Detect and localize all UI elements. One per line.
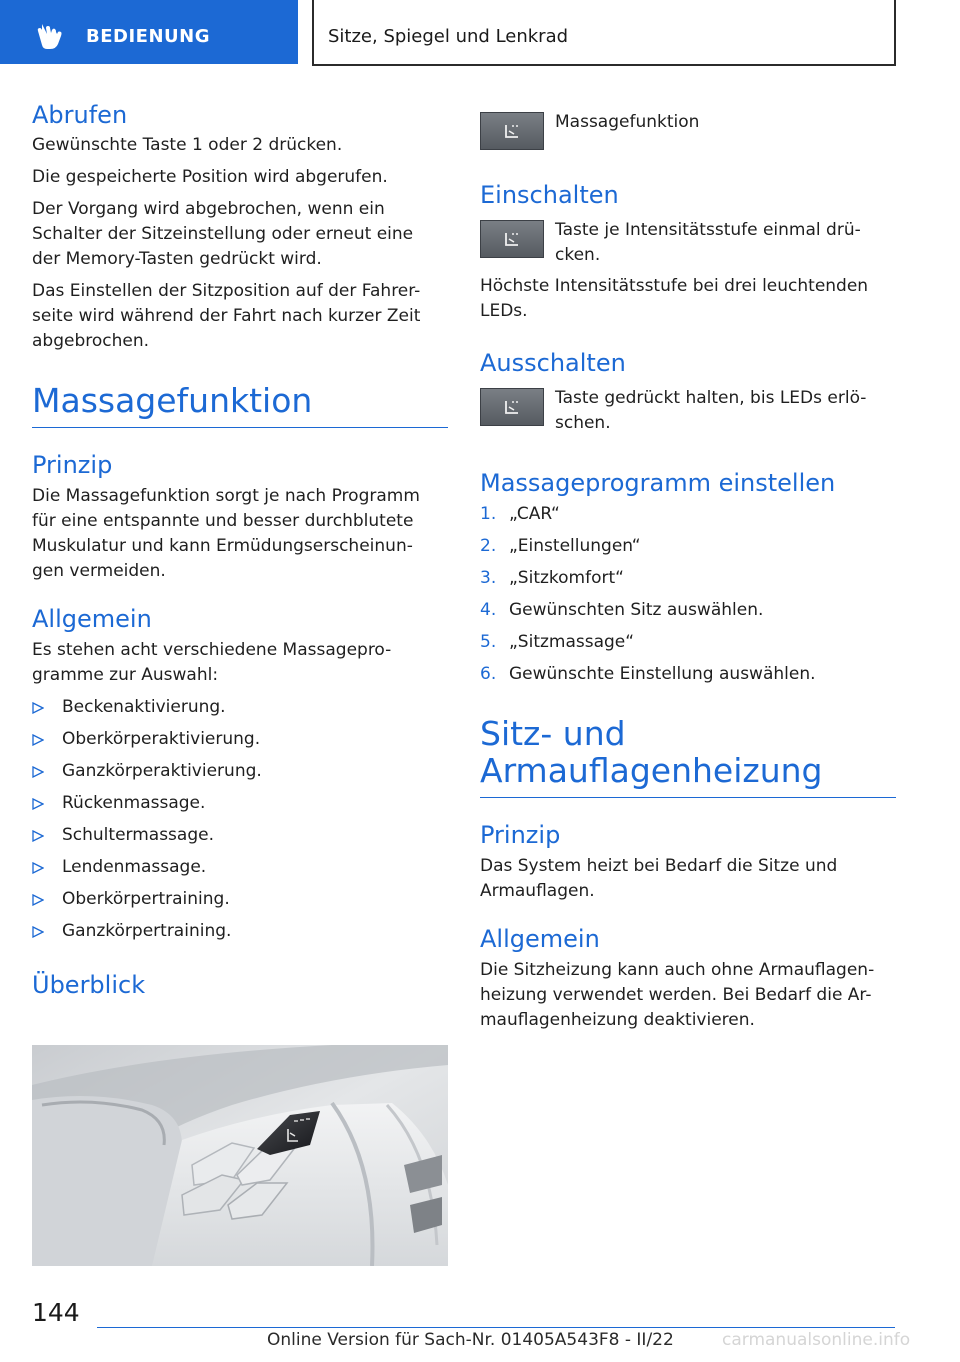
seat-massage-icon bbox=[503, 398, 523, 418]
list-item bbox=[32, 855, 448, 880]
list-item-text: Oberkörpertraining. bbox=[62, 889, 230, 909]
step-number: 5. bbox=[480, 632, 497, 652]
text-line: Muskulatur und kann Ermüdungserscheinun- bbox=[32, 536, 413, 556]
triangle-bullet-icon bbox=[32, 798, 44, 810]
text-line: Der Vorgang wird abgebrochen, wenn ein bbox=[32, 199, 385, 219]
list-item bbox=[480, 630, 896, 655]
text-line: schen. bbox=[555, 413, 611, 433]
text-line: LEDs. bbox=[480, 301, 528, 321]
section-header bbox=[312, 0, 896, 66]
heading-line: Armauflagenheizung bbox=[480, 751, 823, 790]
list-item bbox=[32, 759, 448, 784]
watermark: carmanualsonline.info bbox=[722, 1330, 911, 1350]
heading-ausschalten: Ausschalten bbox=[480, 349, 626, 377]
instruction-text bbox=[555, 386, 866, 436]
paragraph bbox=[480, 854, 896, 904]
text-line: Schalter der Sitzeinstellung oder erneut eine bbox=[32, 224, 414, 244]
massage-button-image bbox=[480, 220, 544, 258]
text-line: für eine entspannte und besser durchblutete bbox=[32, 511, 414, 531]
door-panel-illustration bbox=[32, 1045, 448, 1266]
triangle-bullet-icon bbox=[32, 894, 44, 906]
list-item bbox=[480, 598, 896, 623]
text-line: Es stehen acht verschiedene Massagepro- bbox=[32, 640, 392, 660]
heading-rule bbox=[32, 427, 448, 428]
triangle-bullet-icon bbox=[32, 702, 44, 714]
seat-massage-icon bbox=[503, 230, 523, 250]
step-number: 3. bbox=[480, 568, 497, 588]
einschalten-instruction bbox=[480, 220, 896, 268]
list-item-text: Lendenmassage. bbox=[62, 857, 207, 877]
heading-ueberblick: Überblick bbox=[32, 971, 146, 999]
text-line: Das System heizt bei Bedarf die Sitze und bbox=[480, 856, 838, 876]
right-column bbox=[480, 96, 896, 1033]
heading-line: Sitz- und bbox=[480, 714, 626, 753]
paragraph bbox=[32, 197, 448, 272]
page-number: 144 bbox=[32, 1298, 80, 1327]
hand-pointer-icon bbox=[36, 22, 66, 50]
heading-abrufen: Abrufen bbox=[32, 101, 128, 129]
text-line: abgebrochen. bbox=[32, 331, 150, 351]
text-line: gramme zur Auswahl: bbox=[32, 665, 219, 685]
step-text: „Sitzmassage“ bbox=[509, 632, 635, 652]
triangle-bullet-icon bbox=[32, 766, 44, 778]
list-item bbox=[32, 727, 448, 752]
footer-rule bbox=[97, 1327, 895, 1328]
ausschalten-instruction bbox=[480, 388, 896, 436]
text-line: seite wird während der Fahrt nach kurzer Zeit bbox=[32, 306, 421, 326]
triangle-bullet-icon bbox=[32, 734, 44, 746]
door-panel-photo bbox=[32, 1045, 448, 1266]
step-text: Gewünschte Einstellung auswählen. bbox=[509, 664, 816, 684]
triangle-bullet-icon bbox=[32, 862, 44, 874]
step-text: „Sitzkomfort“ bbox=[509, 568, 624, 588]
text-line: Die Massagefunktion sorgt je nach Programm bbox=[32, 486, 420, 506]
step-text: Gewünschten Sitz auswählen. bbox=[509, 600, 764, 620]
online-version-note: Online Version für Sach-Nr. 01405A543F8 - II/22 bbox=[267, 1330, 674, 1350]
list-item bbox=[32, 919, 448, 944]
text-line: gen vermeiden. bbox=[32, 561, 166, 581]
massage-button-image bbox=[480, 112, 544, 150]
heading-massagefunktion: Massagefunktion bbox=[32, 381, 313, 420]
list-item bbox=[32, 887, 448, 912]
step-number: 6. bbox=[480, 664, 497, 684]
heading-einschalten: Einschalten bbox=[480, 181, 619, 209]
step-number: 1. bbox=[480, 504, 497, 524]
list-item bbox=[480, 502, 896, 527]
step-text: „CAR“ bbox=[509, 504, 560, 524]
triangle-bullet-icon bbox=[32, 926, 44, 938]
list-item-text: Oberkörperaktivierung. bbox=[62, 729, 261, 749]
chapter-tab bbox=[0, 0, 298, 64]
instruction-text bbox=[555, 218, 861, 268]
left-column bbox=[32, 96, 448, 1000]
paragraph: Gewünschte Taste 1 oder 2 drücken. bbox=[32, 135, 343, 155]
text-line: heizung verwendet werden. Bei Bedarf die Ar- bbox=[480, 985, 872, 1005]
list-item-text: Schultermassage. bbox=[62, 825, 214, 845]
list-item bbox=[480, 534, 896, 559]
heading-rule bbox=[480, 797, 896, 798]
heading-allgemein: Allgemein bbox=[480, 925, 600, 953]
text-line: Die Sitzheizung kann auch ohne Armauflagen- bbox=[480, 960, 875, 980]
paragraph: Die gespeicherte Position wird abgerufen. bbox=[32, 167, 388, 187]
list-item-text: Beckenaktivierung. bbox=[62, 697, 226, 717]
triangle-bullet-icon bbox=[32, 830, 44, 842]
heading-allgemein: Allgemein bbox=[32, 605, 152, 633]
text-line: Das Einstellen der Sitzposition auf der Fahrer- bbox=[32, 281, 421, 301]
heading-prinzip: Prinzip bbox=[480, 821, 561, 849]
text-line: Taste je Intensitätsstufe einmal drü- bbox=[555, 220, 861, 240]
paragraph bbox=[32, 484, 448, 584]
step-text: „Einstellungen“ bbox=[509, 536, 641, 556]
text-line: Höchste Intensitätsstufe bei drei leuchtenden bbox=[480, 276, 869, 296]
text-line: cken. bbox=[555, 245, 601, 265]
text-line: mauflagenheizung deaktivieren. bbox=[480, 1010, 755, 1030]
massage-button-image bbox=[480, 388, 544, 426]
step-number: 4. bbox=[480, 600, 497, 620]
list-item bbox=[32, 791, 448, 816]
paragraph bbox=[480, 958, 896, 1033]
heading-prinzip: Prinzip bbox=[32, 451, 113, 479]
paragraph bbox=[32, 638, 448, 688]
program-list bbox=[32, 695, 448, 944]
massage-button-caption bbox=[480, 112, 896, 150]
list-item-text: Ganzkörpertraining. bbox=[62, 921, 232, 941]
list-item bbox=[480, 662, 896, 687]
list-item bbox=[32, 695, 448, 720]
chapter-label: BEDIENUNG bbox=[86, 26, 210, 47]
list-item-text: Ganzkörperaktivierung. bbox=[62, 761, 262, 781]
paragraph bbox=[480, 274, 896, 324]
text-line: Armauflagen. bbox=[480, 881, 595, 901]
step-number: 2. bbox=[480, 536, 497, 556]
text-line: Taste gedrückt halten, bis LEDs erlö- bbox=[555, 388, 867, 408]
list-item-text: Rückenmassage. bbox=[62, 793, 206, 813]
list-item bbox=[480, 566, 896, 591]
icon-caption: Massagefunktion bbox=[555, 112, 700, 132]
text-line: der Memory-Tasten gedrückt wird. bbox=[32, 249, 322, 269]
heading-massageprogramm: Massageprogramm einstellen bbox=[480, 469, 836, 497]
section-title: Sitze, Spiegel und Lenkrad bbox=[328, 26, 569, 47]
paragraph bbox=[32, 279, 448, 354]
list-item bbox=[32, 823, 448, 848]
steps-list bbox=[480, 502, 896, 687]
seat-massage-icon bbox=[503, 122, 523, 142]
heading-sitz-armauflagenheizung bbox=[480, 715, 896, 789]
